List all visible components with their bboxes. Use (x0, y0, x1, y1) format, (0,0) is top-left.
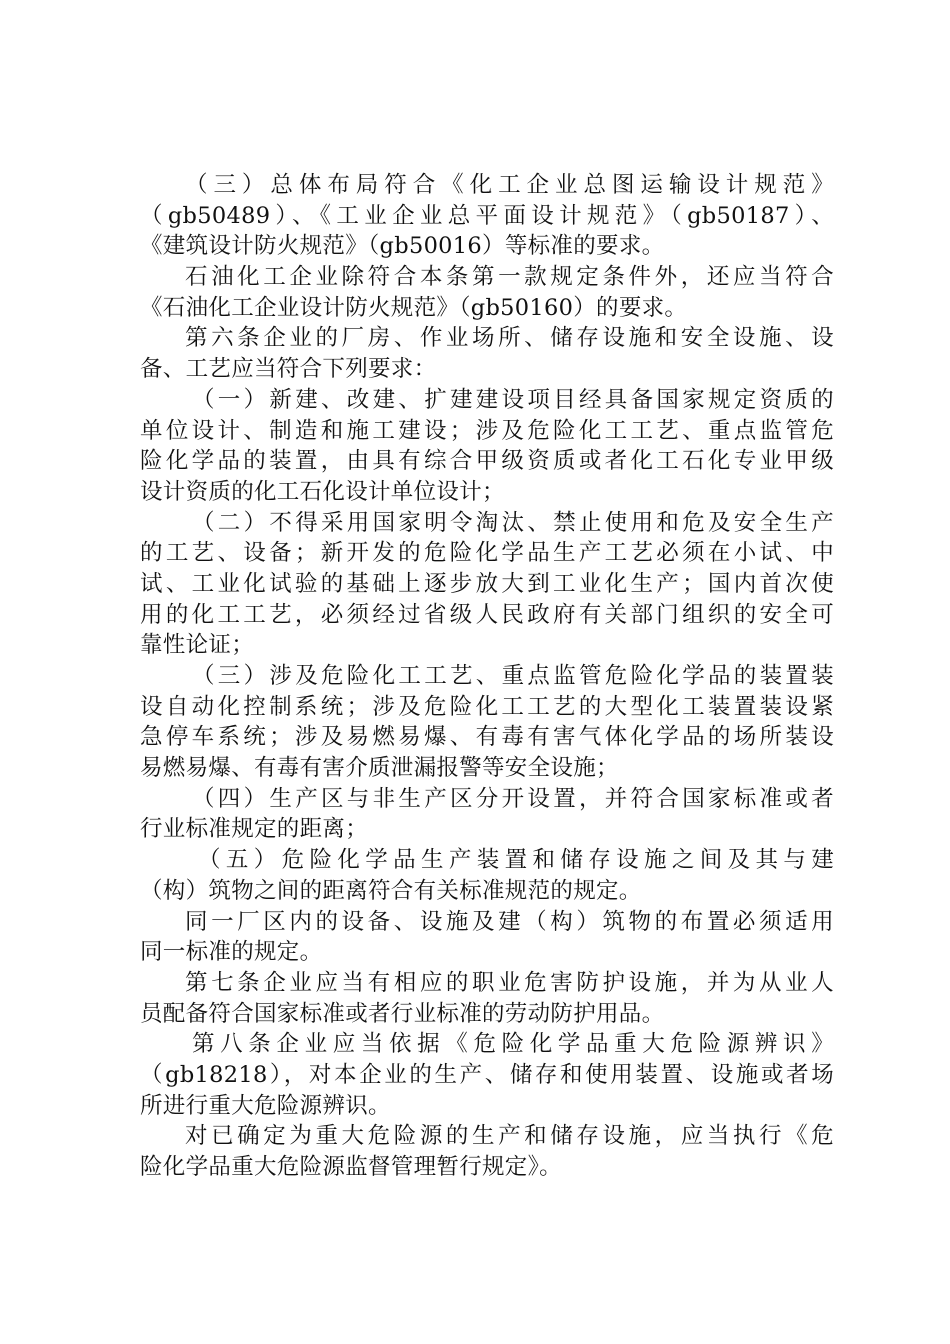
paragraph-major-hazard-line-2: 险化学品重大危险源监督管理暂行规定》。 (140, 1154, 562, 1180)
article-8-line-2: （gb18218），对本企业的生产、储存和使用装置、设施或者场 (140, 1061, 834, 1088)
paragraph-3-line-1: （三）总体布局符合《化工企业总图运输设计规范》 (185, 172, 834, 198)
item-3-line-1: （三）涉及危险化工工艺、重点监管危险化学品的装置装 (192, 663, 834, 689)
item-5-line-2: （构）筑物之间的距离符合有关标准规范的规定。 (140, 877, 642, 904)
article-6-line-2: 备、工艺应当符合下列要求： (140, 356, 437, 383)
item-1-line-1: （一）新建、改建、扩建建设项目经具备国家规定资质的 (192, 386, 834, 413)
item-2-line-4: 用的化工工艺，必须经过省级人民政府有关部门组织的安全可 (140, 601, 834, 628)
item-2-line-1: （二）不得采用国家明令淘汰、禁止使用和危及安全生产 (192, 509, 834, 536)
item-4-line-2: 行业标准规定的距离； (140, 816, 369, 843)
article-6-line-1: 第六条企业的厂房、作业场所、储存设施和安全设施、设 (185, 325, 834, 352)
item-4-line-1: （四）生产区与非生产区分开设置，并符合国家标准或者 (192, 785, 834, 812)
paragraph-3-line-3: 《建筑设计防火规范》（gb50016）等标准的要求。 (140, 233, 665, 260)
item-3-line-2: 设自动化控制系统；涉及危险化工工艺的大型化工装置装设紧 (140, 693, 834, 720)
article-8-line-3: 所进行重大危险源辨识。 (140, 1092, 391, 1119)
item-1-line-4: 设计资质的化工石化设计单位设计； (140, 478, 505, 505)
paragraph-same-site-line-2: 同一标准的规定。 (140, 939, 323, 966)
paragraph-same-site-line-1: 同一厂区内的设备、设施及建（构）筑物的布置必须适用 (185, 908, 834, 935)
item-1-line-3: 险化学品的装置，由具有综合甲级资质或者化工石化专业甲级 (140, 448, 834, 475)
article-7-line-2: 员配备符合国家标准或者行业标准的劳动防护用品。 (140, 1000, 665, 1027)
item-3-line-4: 易燃易爆、有毒有害介质泄漏报警等安全设施； (140, 755, 619, 782)
paragraph-major-hazard-line-1: 对已确定为重大危险源的生产和储存设施，应当执行《危 (185, 1123, 834, 1150)
item-5-line-1: （五）危险化学品生产装置和储存设施之间及其与建 (198, 847, 834, 874)
paragraph-petrochem-line-2: 《石油化工企业设计防火规范》（gb50160）的要求。 (140, 294, 688, 321)
document-body (140, 170, 834, 1183)
article-7-line-1: 第七条企业应当有相应的职业危害防护设施，并为从业人 (185, 969, 834, 996)
item-2-line-2: 的工艺、设备；新开发的危险化学品生产工艺必须在小试、中 (140, 540, 834, 567)
item-2-line-3: 试、工业化试验的基础上逐步放大到工业化生产；国内首次使 (140, 570, 834, 597)
paragraph-3-line-2: （gb50489）、《工业企业总平面设计规范》（gb50187）、 (140, 202, 834, 229)
item-1-line-2: 单位设计、制造和施工建设；涉及危险化工工艺、重点监管危 (140, 417, 834, 444)
item-3-line-3: 急停车系统；涉及易燃易爆、有毒有害气体化学品的场所装设 (140, 724, 834, 751)
paragraph-petrochem-line-1: 石油化工企业除符合本条第一款规定条件外，还应当符合 (185, 264, 834, 291)
item-2-line-5: 靠性论证； (140, 632, 255, 659)
article-8-line-1: 第八条企业应当依据《危险化学品重大危险源辨识》 (192, 1031, 834, 1058)
